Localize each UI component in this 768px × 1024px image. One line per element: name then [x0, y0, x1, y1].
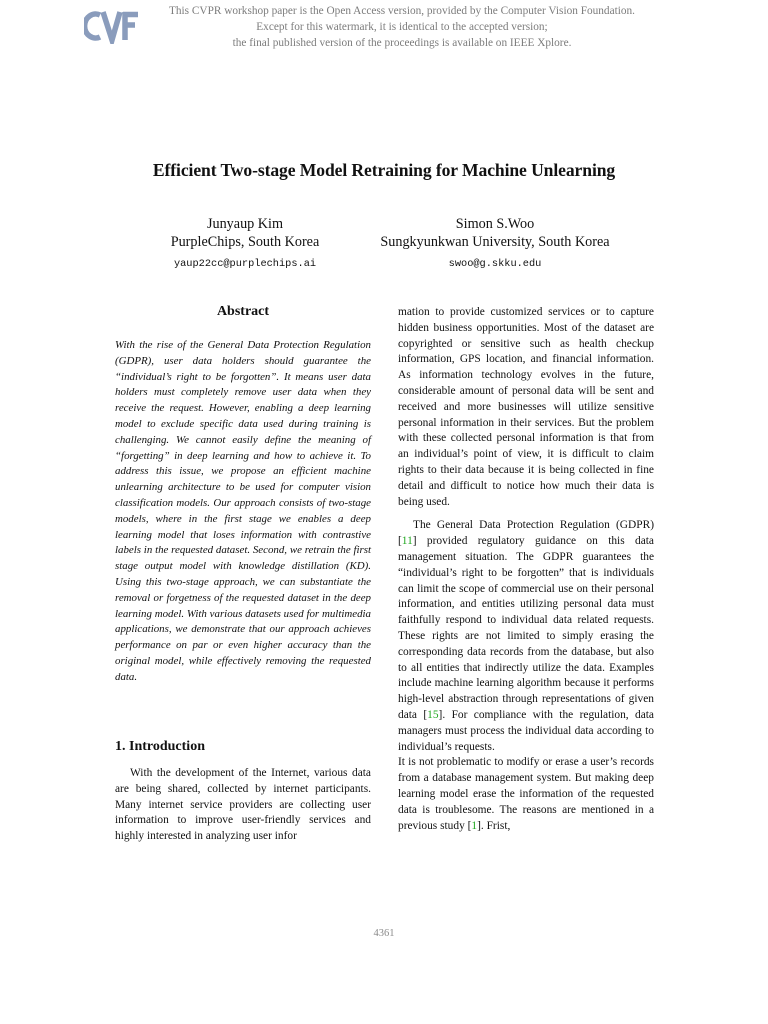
- body-paragraph: [398, 755, 654, 834]
- watermark: [0, 3, 768, 51]
- intro-paragraph: With the development of the Internet, various data are being shared, collected by internet participants. Many internet service providers are collecting user information to improve user-friendly services and highly interested in analyzing user infor: [115, 767, 371, 843]
- body-paragraph: [398, 518, 654, 755]
- author-affiliation: Sungkyunkwan University, South Korea: [380, 233, 610, 250]
- paper-title: Efficient Two-stage Model Retraining for Machine Unlearning: [152, 160, 616, 180]
- text-span: ] provided regulatory guidance on this data management situation. The GDPR guarantees the “individual’s right to be forgotten” that is individuals can limit the scope of commercial use on their personal information, and entities utilizing personal data must faithfully respond to individual data related requests. These rights are not limited to simply erasing the corresponding data records from the database, but also to all entities that indirectly utilize the data. Examples include machine learning algorithm because it performs high-level abstraction through representations of given data [: [398, 535, 654, 721]
- introduction-column: [115, 766, 371, 845]
- author-email[interactable]: swoo@g.skku.edu: [448, 258, 542, 270]
- watermark-line: the final published version of the proceedings is available on IEEE Xplore.: [232, 37, 572, 49]
- citation-link[interactable]: 15: [427, 708, 439, 721]
- text-span: ]. For compliance with the regulation, data managers must process the individual data according to individual’s requests.: [398, 708, 654, 753]
- text-span: It is not problematic to modify or erase a user’s records from a database management system. But making deep learning model erase the information of the requested data is troublesome. The reasons are mentioned in a previous study [: [398, 756, 654, 832]
- section-heading-introduction: 1. Introduction: [115, 739, 205, 754]
- text-span: The General Data Protection Regulation (GDPR) [: [398, 519, 654, 548]
- author-affiliation: PurpleChips, South Korea: [170, 233, 320, 250]
- watermark-line: Except for this watermark, it is identical to the accepted version;: [256, 21, 548, 33]
- text-span: ]. Frist,: [477, 819, 511, 832]
- right-column: [398, 305, 654, 834]
- abstract-heading: Abstract: [216, 304, 270, 319]
- author-name: Simon S.Woo: [455, 216, 535, 232]
- author-email[interactable]: yaup22cc@purplechips.ai: [173, 258, 317, 270]
- author-block: [345, 216, 645, 271]
- body-paragraph: mation to provide customized services or to capture hidden business opportunities. Most of the dataset are copyrighted or sensitive such as health checkup information, GPS location, and financial information. As information technology evolves in the future, considerable amount of personal data will be sent and received and more businesses will utilize sensitive personal information in their services. But the problem with these collected personal information is that from an individual’s point of view, it is difficult to claim rights to their data because it is being collected in fine detail and difficult to notice how much their data is being used.: [398, 306, 654, 508]
- citation-link[interactable]: 11: [401, 535, 413, 548]
- citation-link[interactable]: 1: [471, 819, 478, 832]
- abstract-text: With the rise of the General Data Protection Regulation (GDPR), user data holders should guarantee the “individual’s right to be forgotten”. It means user data holders must completely remove user data when they receive the request. However, enabling a deep learning model to exclude specific data used during training is challenging. We cannot easily define the meaning of “forgetting” in deep learning and how to achieve it. To address this issue, we propose an efficient machine unlearning architecture to be used for computer vision classification models. Our approach consists of two-stage models, where in the first stage we enables a deep learning model that loses information with contrastive labels in the requested dataset. Second, we retrain the first stage output model with knowledge distillation (KD). Using this two-stage approach, we can substantiate the removal or forgetness of the requested dataset in the deep learning model. With various datasets used for multimedia applications, we demonstrate that our approach achieves performance on par or even higher accuracy than the original model, while effectively removing the requested data.: [115, 339, 371, 683]
- page-number: 4361: [373, 928, 395, 939]
- author-name: Junyaup Kim: [206, 216, 284, 232]
- watermark-line: This CVPR workshop paper is the Open Access version, provided by the Computer Vision Foundation.: [168, 5, 635, 17]
- author-block: [145, 216, 345, 271]
